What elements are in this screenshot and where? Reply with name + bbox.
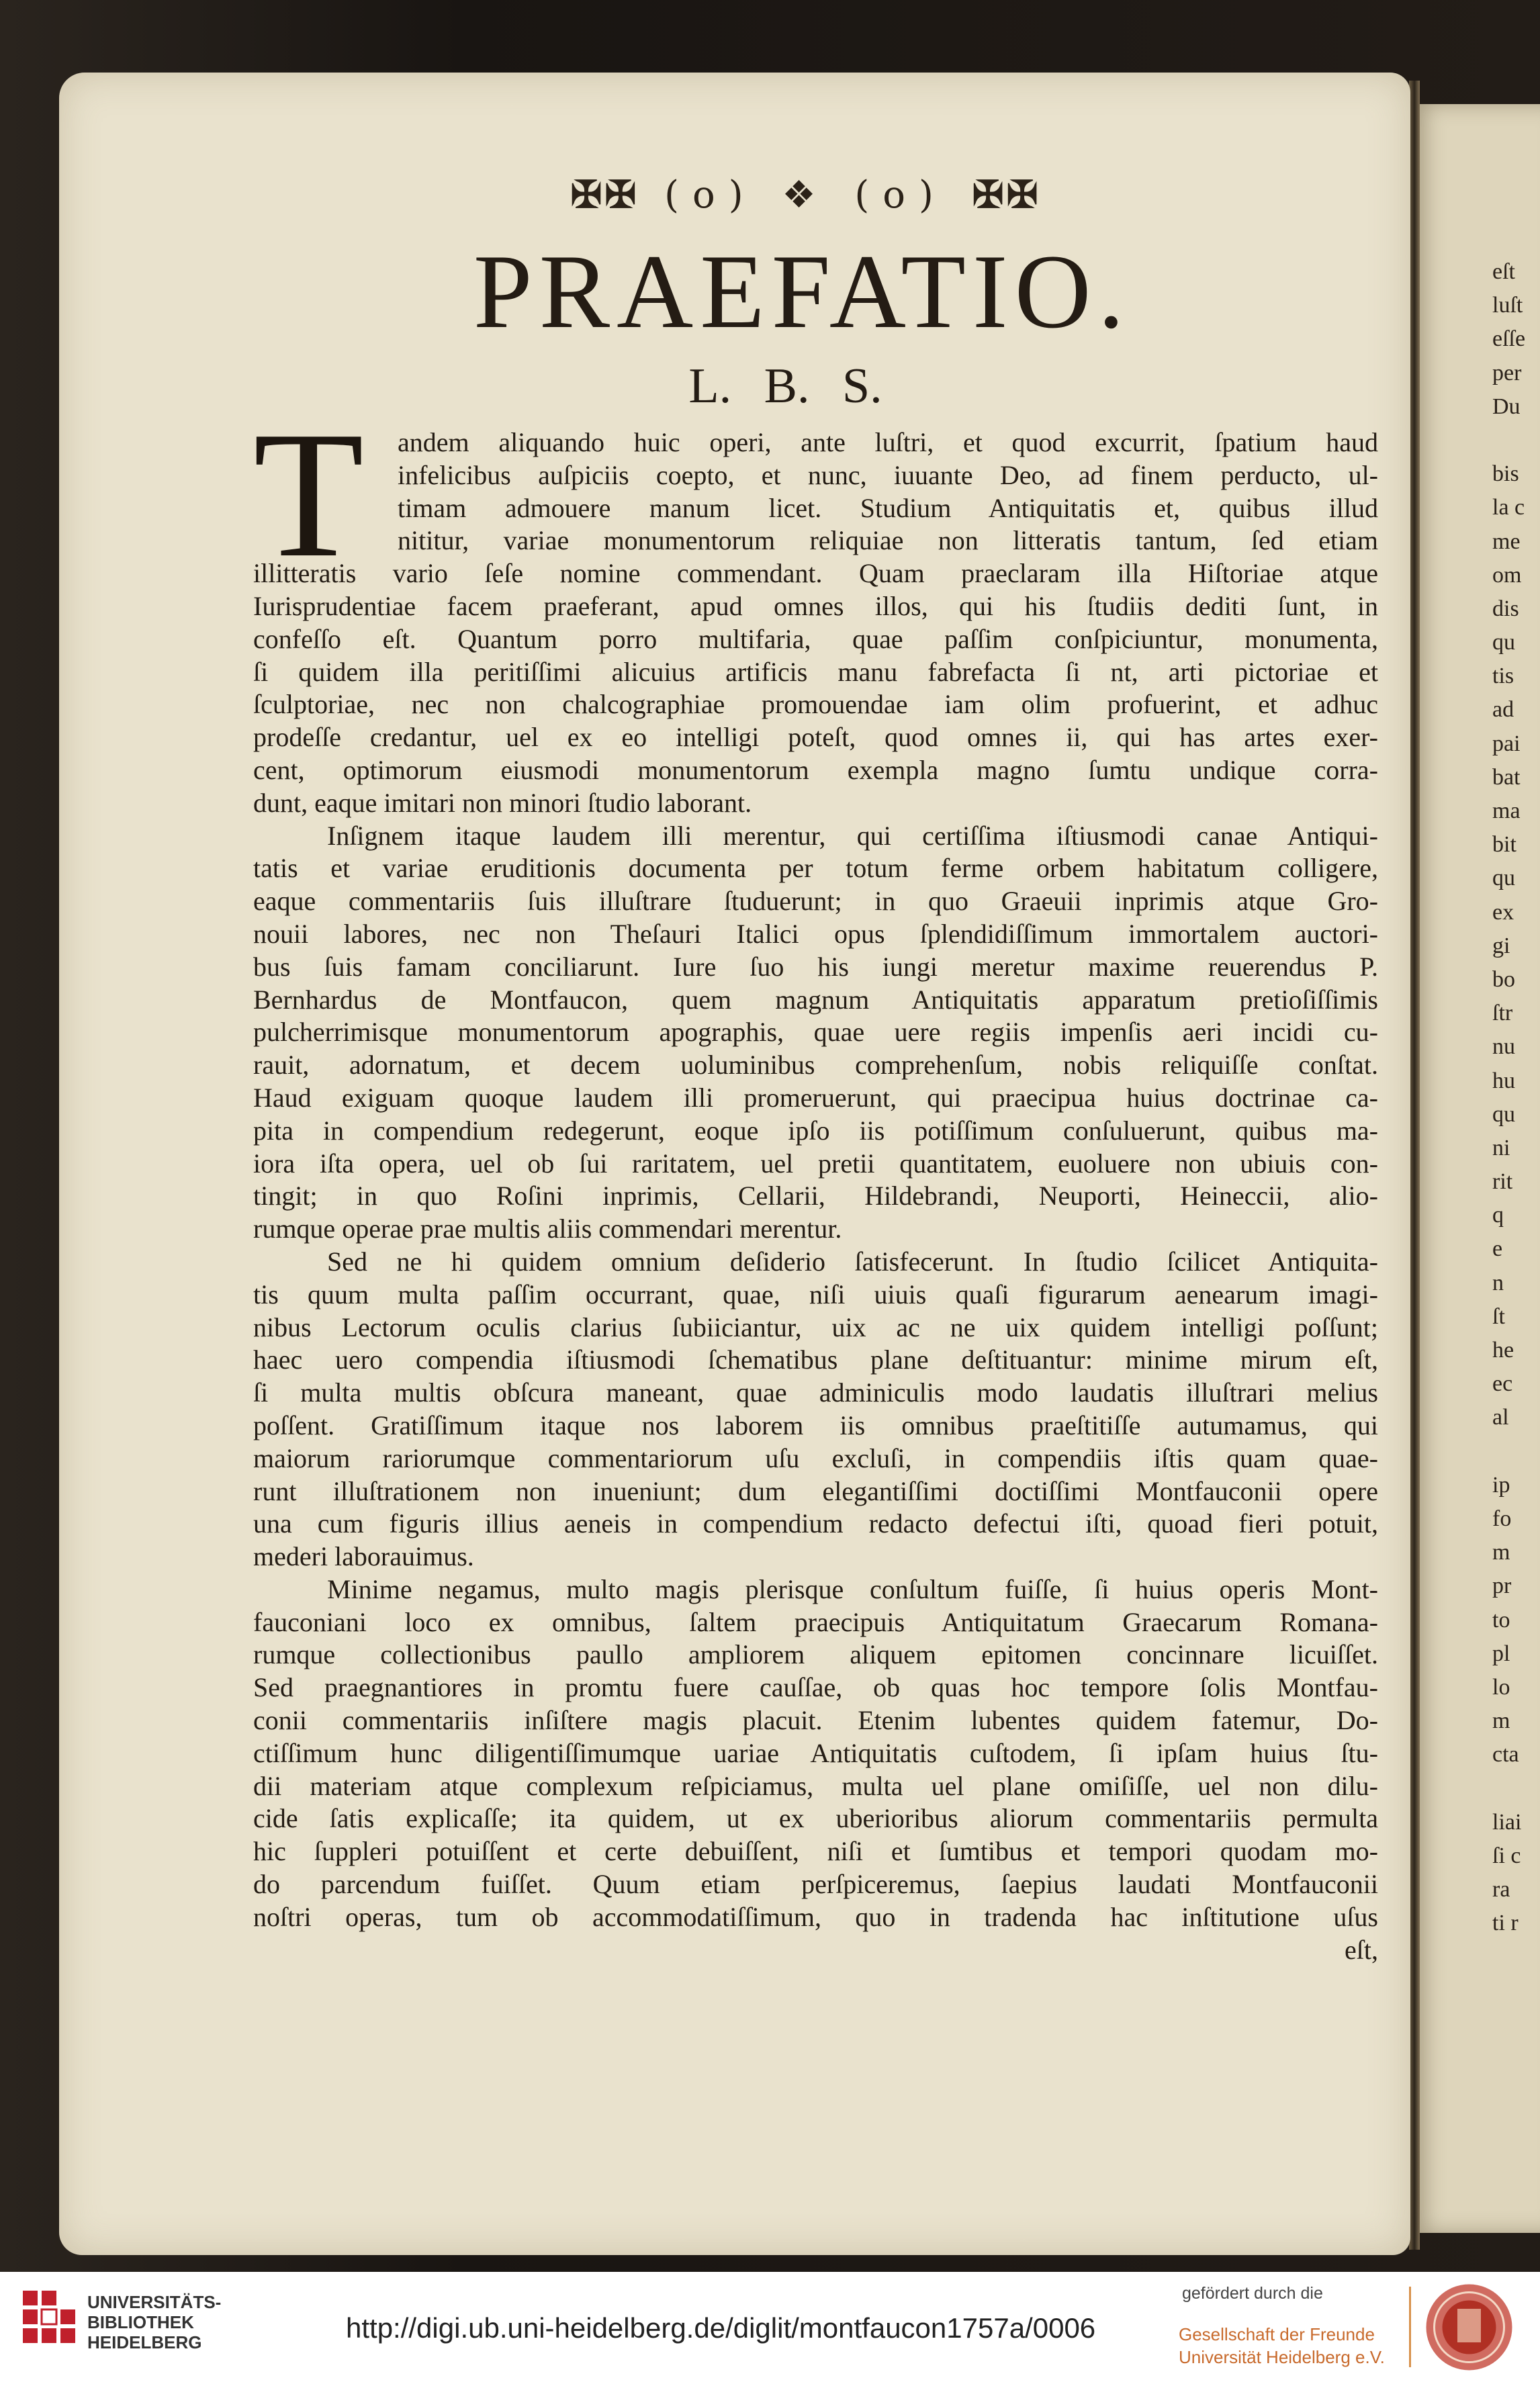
text-line: cent, optimorum eiusmodi monumentorum exempla magno ſumtu undique corra-	[253, 754, 1378, 785]
next-page-fragment: ti r	[1492, 1911, 1519, 1936]
text-line: ſi multa multis obſcura maneant, quae adminiculis modo laudatis illuſtrari melius	[253, 1377, 1378, 1408]
next-page-fragment: qu	[1492, 1101, 1515, 1127]
permalink-url[interactable]: http://digi.ub.uni-heidelberg.de/diglit/montfaucon1757a/0006	[346, 2312, 1096, 2344]
text-line: pulcherrimisque monumentorum apographis, quae uere regiis impenſis aeri incidi cu-	[253, 1017, 1378, 1048]
text-line: cide ſatis explicaſſe; ita quidem, ut ex uberioribus aliorum commentariis permulta	[253, 1803, 1378, 1834]
library-name-line: UNIVERSITÄTS-	[87, 2292, 222, 2312]
text-line: ſi quidem illa peritiſſimi alicuius artificis manu fabrefacta ſi nt, arti pictoriae et	[253, 656, 1378, 687]
next-page-fragment: luſt	[1492, 293, 1523, 318]
next-page-fragment: q	[1492, 1203, 1504, 1228]
ornament-center: ❖	[782, 173, 829, 217]
text-line: andem aliquando huic operi, ante luſtri, et quod excurrit, ſpatium haud	[398, 427, 1378, 457]
text-line: rumque collectionibus paullo ampliorem aliquem epitomen concinnare licuiſſet.	[253, 1639, 1378, 1670]
next-page-fragment: to	[1492, 1607, 1510, 1633]
next-page-fragment: Du	[1492, 394, 1521, 419]
next-page-fragment: ſt	[1492, 1303, 1505, 1329]
next-page-fragment: eſſe	[1492, 326, 1526, 352]
next-page-fragment: ec	[1492, 1371, 1513, 1397]
next-page-fragment: cta	[1492, 1742, 1519, 1768]
ornament-left-icon: ✠✠	[570, 173, 639, 217]
next-page-fragment: bo	[1492, 966, 1515, 992]
text-line: Haud exiguam quoque laudem illi promeruerunt, qui praecipua huius doctrinae ca-	[253, 1082, 1378, 1113]
next-page-fragment: gi	[1492, 933, 1510, 958]
library-name-line: HEIDELBERG	[87, 2332, 202, 2352]
funded-by-label: gefördert durch die	[1182, 2284, 1323, 2303]
next-page-fragment: ra	[1492, 1877, 1510, 1902]
next-page-fragment: ex	[1492, 899, 1514, 925]
next-page-fragment: om	[1492, 562, 1522, 588]
text-line: fauconiani loco ex omnibus, ſaltem praecipuis Antiquitatum Graecarum Romana-	[253, 1606, 1378, 1637]
next-page-fragment: pai	[1492, 731, 1521, 756]
next-page-fragment: tis	[1492, 663, 1514, 689]
next-page-fragment: he	[1492, 1338, 1514, 1363]
next-page-fragment: ip	[1492, 1472, 1510, 1498]
text-line: timam admouere manum licet. Studium Antiquitatis et, quibus illud	[398, 492, 1378, 523]
next-page-fragment: la c	[1492, 495, 1525, 520]
next-page-fragment: qu	[1492, 866, 1515, 891]
text-line: poſſent. Gratiſſimum itaque nos laborem iis omnibus praeſtitiſſe autumamus, qui	[253, 1410, 1378, 1440]
library-name-line: BIBLIOTHEK	[87, 2312, 194, 2332]
text-line: Bernhardus de Montfaucon, quem magnum Antiquitatis apparatum pretioſiſſimis	[253, 984, 1378, 1015]
text-line: maiorum rariorumque commentariorum uſu excluſi, in compendiis iſtis quam quae-	[253, 1442, 1378, 1473]
text-line: illitteratis vario ſeſe nomine commendant. Quam praeclaram illa Hiſtoriae atque	[253, 558, 1378, 589]
next-page-fragment	[1492, 424, 1540, 457]
next-page-fragment: n	[1492, 1270, 1504, 1295]
catchword: eſt,	[1345, 1934, 1378, 1965]
next-page-fragment: m	[1492, 1540, 1510, 1565]
next-page-fragment: al	[1492, 1405, 1509, 1430]
book-gutter	[1409, 81, 1420, 2250]
ornament-left: (o)	[664, 173, 757, 217]
text-line: Inſignem itaque laudem illi merentur, qui certiſſima iſtiusmodi canae Antiqui-	[327, 820, 1378, 851]
next-page-fragment: bat	[1492, 764, 1521, 790]
next-page-fragment	[1492, 1435, 1540, 1469]
ornament-right: (o)	[854, 173, 947, 217]
next-page-fragment: ni	[1492, 1135, 1510, 1160]
body-text	[253, 394, 1378, 1966]
text-line: pita in compendium redegerunt, eoque ipſo iis potiſſimum conſuluerunt, quibus ma-	[253, 1115, 1378, 1146]
next-page-fragment: rit	[1492, 1169, 1513, 1195]
text-line: Sed praegnantiores in promtu fuere cauſſae, ob quas hoc tempore ſolis Montfau-	[253, 1672, 1378, 1703]
next-page-fragment: pl	[1492, 1641, 1510, 1666]
text-line: mederi laborauimus.	[253, 1541, 474, 1572]
page-content	[253, 168, 1378, 1965]
next-page-text	[1492, 255, 1540, 1940]
text-line: nititur, variae monumentorum reliquiae non litteratis tantum, ſed etiam	[398, 525, 1378, 556]
text-line: confeſſo eſt. Quantum porro multifaria, quae paſſim conſpiciuntur, monumenta,	[253, 623, 1378, 654]
text-line: ctiſſimum hunc diligentiſſimumque uariae Antiquitatis cuſtodem, ſi ipſam huius ſtu-	[253, 1737, 1378, 1768]
next-page-fragment: pr	[1492, 1573, 1512, 1599]
text-line: rumque operae prae multis aliis commendari merentur.	[253, 1213, 842, 1244]
text-line: infelicibus auſpiciis coepto, et nunc, iuuante Deo, ad finem perducto, ul-	[398, 459, 1378, 490]
next-page-fragment: ma	[1492, 798, 1521, 823]
drop-cap: T	[253, 394, 364, 595]
society-name-line: Universität Heidelberg e.V.	[1179, 2347, 1385, 2367]
university-seal-icon	[1424, 2282, 1514, 2373]
next-page-fragment: liai	[1492, 1809, 1522, 1835]
next-page-fragment: ſtr	[1492, 1001, 1513, 1026]
next-page-fragment: bit	[1492, 832, 1516, 858]
text-line: runt illuſtrationem non inueniunt; dum elegantiſſimi doctiſſimi Montfauconii opere	[253, 1475, 1378, 1506]
next-page-fragment: bis	[1492, 461, 1519, 487]
text-line: tis quum multa paſſim occurrant, quae, niſi uiuis quaſi figurarum aenearum imagi-	[253, 1279, 1378, 1310]
text-line: tingit; in quo Roſini inprimis, Cellarii, Hildebrandi, Neuporti, Heineccii, alio-	[253, 1181, 1378, 1211]
text-line: hic ſuppleri potuiſſent et certe debuiſſent, niſi et ſumtibus et tempori quodam mo-	[253, 1836, 1378, 1867]
text-line: Minime negamus, multo magis plerisque conſultum fuiſſe, ſi huius operis Mont-	[327, 1573, 1378, 1604]
university-library-logo-icon	[19, 2285, 79, 2356]
page-title: PRAEFATIO.	[473, 233, 1132, 351]
header-ornament	[233, 168, 1378, 222]
next-page-fragment: m	[1492, 1708, 1510, 1734]
footer-divider	[1409, 2287, 1411, 2367]
text-line: dii materiam atque complexum reſpiciamus, multa uel plane omiſiſſe, uel non dilu-	[253, 1770, 1378, 1801]
page-subtitle: L. B. S.	[688, 359, 882, 414]
ornament-right-icon: ✠✠	[972, 173, 1041, 217]
text-line: eaque commentariis ſuis illuſtrare ſtuduerunt; in quo Graeuii inprimis atque Gro-	[253, 886, 1378, 917]
next-page-fragment: eſt	[1492, 259, 1515, 284]
text-line: rauit, adornatum, et decem uoluminibus comprehenſum, nobis reliquiſſe conſtat.	[253, 1050, 1378, 1081]
text-line: conii commentariis inſiſtere magis placuit. Etenim lubentes quidem fatemur, Do-	[253, 1705, 1378, 1736]
footer-bar	[0, 2272, 1540, 2384]
society-name-line: Gesellschaft der Freunde	[1179, 2324, 1375, 2344]
next-page-fragment: me	[1492, 529, 1521, 554]
next-page-fragment: fo	[1492, 1506, 1512, 1531]
text-line: nibus Lectorum oculis clarius ſubiiciantur, uix ac ne uix quidem intelligi poſſunt;	[253, 1312, 1378, 1342]
next-page-fragment: ad	[1492, 697, 1514, 723]
text-line: una cum figuris illius aeneis in compendium redacto defectui iſti, quoad fieri potuit,	[253, 1508, 1378, 1539]
next-page-fragment: ſi c	[1492, 1843, 1521, 1868]
text-line: haec uero compendia iſtiusmodi ſchematibus plane deſtituantur: minime mirum eſt,	[253, 1344, 1378, 1375]
next-page-fragment: qu	[1492, 630, 1515, 655]
next-page-fragment: hu	[1492, 1068, 1515, 1093]
text-line: tatis et variae eruditionis documenta per totum ferme orbem habitatum colligere,	[253, 853, 1378, 884]
next-page-fragment: dis	[1492, 596, 1519, 621]
text-line: do parcendum fuiſſet. Quum etiam perſpiceremus, ſaepius laudati Montfauconii	[253, 1869, 1378, 1900]
text-line: Sed ne hi quidem omnium deſiderio ſatisfecerunt. In ſtudio ſcilicet Antiquita-	[327, 1246, 1378, 1277]
text-line: iora iſta opera, uel ob ſui raritatem, uel pretii quantitatem, euoluere non ubiuis con-	[253, 1148, 1378, 1179]
text-line: prodeſſe credantur, uel ex eo intelligi poteſt, quod omnes ii, qui has artes exer-	[253, 722, 1378, 753]
next-page-fragment: per	[1492, 360, 1522, 385]
next-page-fragment: e	[1492, 1236, 1503, 1262]
text-line: Iurisprudentiae facem praeferant, apud omnes illos, qui his ſtudiis dediti ſunt, in	[253, 590, 1378, 621]
text-line: bus ſuis famam conciliarunt. Iure ſuo his iungi meretur maxime reuerendus P.	[253, 951, 1378, 982]
society-name	[1179, 2323, 1385, 2369]
text-line: nouii labores, nec non Theſauri Italici opus ſplendidiſſimum immortalem auctori-	[253, 918, 1378, 949]
text-line: dunt, eaque imitari non minori ſtudio laborant.	[253, 787, 752, 818]
next-page-fragment: lo	[1492, 1674, 1510, 1700]
text-line: noſtri operas, tum ob accommodatiſſimum, quo in tradenda hac inſtitutione uſus	[253, 1901, 1378, 1932]
text-line: ſculptoriae, nec non chalcographiae promouendae iam olim profuerint, et adhuc	[253, 689, 1378, 720]
next-page-fragment	[1492, 1772, 1540, 1805]
next-page-fragment: nu	[1492, 1034, 1515, 1060]
library-name	[87, 2292, 221, 2352]
